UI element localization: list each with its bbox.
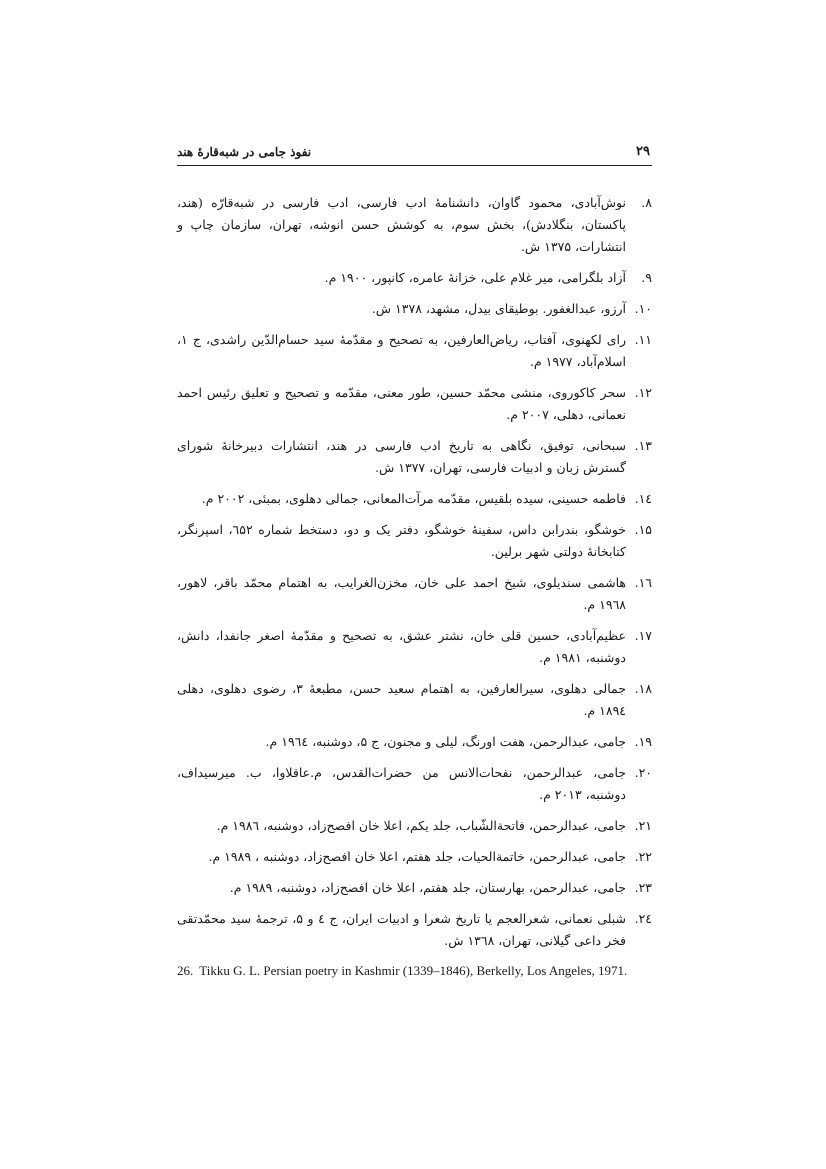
reference-text: عظیم‌آبادی، حسین قلی خان، نشتر عشق، به تصحیح و مقدّمهٔ اصغر جانفدا، دانش، دوشنبه، ۱۹۸۱ م. <box>177 628 626 665</box>
reference-item <box>177 488 652 510</box>
reference-number: ۱۹. <box>634 734 652 749</box>
reference-text: آرزو، عبدالغفور. بوطیقای بیدل، مشهد، ۱۳۷۸ ش. <box>371 301 626 316</box>
reference-number: ۸. <box>641 195 652 210</box>
reference-item <box>177 678 652 722</box>
reference-number: ۱۵. <box>634 522 652 537</box>
reference-text: Tikku G. L. Persian poetry in Kashmir (1339–1846), Berkelly, Los Angeles, 1971. <box>199 963 628 978</box>
reference-item <box>177 877 652 899</box>
reference-text: جامی، عبدالرحمن، هفت اورنگ، لیلی و مجنون، ج ۵، دوشنبه، ۱۹٦٤ م. <box>265 734 626 749</box>
reference-item <box>177 815 652 837</box>
reference-text: هاشمی سندیلوی، شیخ احمد علی خان، مخزن‌الغرایب، به اهتمام محمّد باقر، لاهور، ۱۹٦۸ م. <box>177 575 626 612</box>
reference-number: ۲۱. <box>634 818 652 833</box>
reference-number: ۱۸. <box>634 681 652 696</box>
reference-item <box>177 625 652 669</box>
reference-text: آزاد بلگرامی، میر غلام علی، خزانهٔ عامره، کانپور، ۱۹۰۰ م. <box>324 270 626 285</box>
reference-text: جمالی دهلوی، سیرالعارفین، به اهتمام سعید حسن، مطبعهٔ ۳، رضوی دهلوی، دهلی ۱۸۹٤ م. <box>177 681 626 718</box>
reference-text: نوش‌آبادی، محمود گاوان، دانشنامهٔ ادب فارسی، ادب فارسی در شبه‌قارّه (هند، پاکستان، بنگلادش)، بخش سوم، به کوشش حسن انوشه، تهران، سازمان چاپ و انتشارات، ۱۳۷۵ ش. <box>177 195 626 254</box>
reference-item <box>177 435 652 479</box>
reference-number: ۲۰. <box>634 765 652 780</box>
reference-text: جامی، عبدالرحمن، خاتمةالحیات، جلد هفتم، اعلا خان افصح‌زاد، دوشنبه ، ۱۹۸۹ م. <box>208 849 626 864</box>
reference-text: جامی، عبدالرحمن، بهارستان، جلد هفتم، اعلا خان افصح‌زاد، دوشنبه، ۱۹۸۹ م. <box>229 880 626 895</box>
reference-number: ۲٤. <box>634 911 652 926</box>
reference-number: ۱٤. <box>634 491 652 506</box>
reference-item <box>177 762 652 806</box>
running-title: نفوذ جامی در شبه‌قارهٔ هند <box>177 145 312 159</box>
reference-list <box>177 192 652 981</box>
reference-item <box>177 731 652 753</box>
reference-text: جامی، عبدالرحمن، فاتحةالشّباب، جلد یکم، اعلا خان افصح‌زاد، دوشنبه، ۱۹۸٦ م. <box>216 818 626 833</box>
reference-text: سبحانی، توفیق، نگاهی به تاریخ ادب فارسی در هند، انتشارات دبیرخانهٔ شورای گسترش زبان و ادبیات فارسی، تهران، ۱۳۷۷ ش. <box>177 438 626 475</box>
reference-item-latin <box>177 961 652 981</box>
reference-number: ۹. <box>641 270 652 285</box>
reference-item <box>177 192 652 258</box>
reference-text: فاطمه حسینی، سیده بلقیس، مقدّمه مرآت‌المعانی، جمالی دهلوی، بمبئی، ۲۰۰۲ م. <box>201 491 626 506</box>
reference-number: ۲۲. <box>634 849 652 864</box>
reference-text: خوشگو، بندرابن داس، سفینهٔ خوشگو، دفتر یک و دو، دستخط شماره ٦۵۲، اسپرنگر، کتابخانهٔ دولتی شهر برلین. <box>177 522 627 559</box>
reference-item <box>177 382 652 426</box>
reference-number: ۱۷. <box>634 628 652 643</box>
reference-number: ۱٦. <box>634 575 652 590</box>
reference-item <box>177 298 652 320</box>
reference-number: ۱۱. <box>634 332 652 347</box>
reference-text: سحر کاکوروی، منشی محمّد حسین، طور معنی، مقدّمه و تصحیح و تعلیق رئیس احمد نعمانی، دهلی، ۲۰۰۷ م. <box>177 385 626 422</box>
reference-text: رای لکهنوی، آفتاب، ریاض‌العارفین، به تصحیح و مقدّمهٔ سید حسام‌الدّین راشدی، ج ۱، اسلام‌آباد، ۱۹۷۷ م. <box>177 332 626 369</box>
running-header <box>177 143 652 166</box>
reference-text: جامی، عبدالرحمن، نفحات‌الانس من حضرات‌القدس، م.عاقلاوا، ب. میرسیداف، دوشنبه، ۲۰۱۳ م. <box>177 765 626 802</box>
reference-number: ۱۲. <box>634 385 652 400</box>
page-number: ۲۹ <box>636 144 650 159</box>
reference-item <box>177 846 652 868</box>
reference-number: 26. <box>177 963 194 978</box>
reference-item <box>177 329 652 373</box>
reference-item <box>177 519 652 563</box>
reference-number: ۱۰. <box>634 301 652 316</box>
reference-item <box>177 908 652 952</box>
reference-text: شبلی نعمانی، شعرالعجم یا تاریخ شعرا و ادبیات ایران، ج ٤ و ۵، ترجمهٔ سید محمّدتقی فخر داعی گیلانی، تهران، ۱۳٦۸ ش. <box>177 911 627 948</box>
reference-item <box>177 267 652 289</box>
reference-number: ۱۳. <box>634 438 652 453</box>
reference-number: ۲۳. <box>634 880 652 895</box>
reference-item <box>177 572 652 616</box>
